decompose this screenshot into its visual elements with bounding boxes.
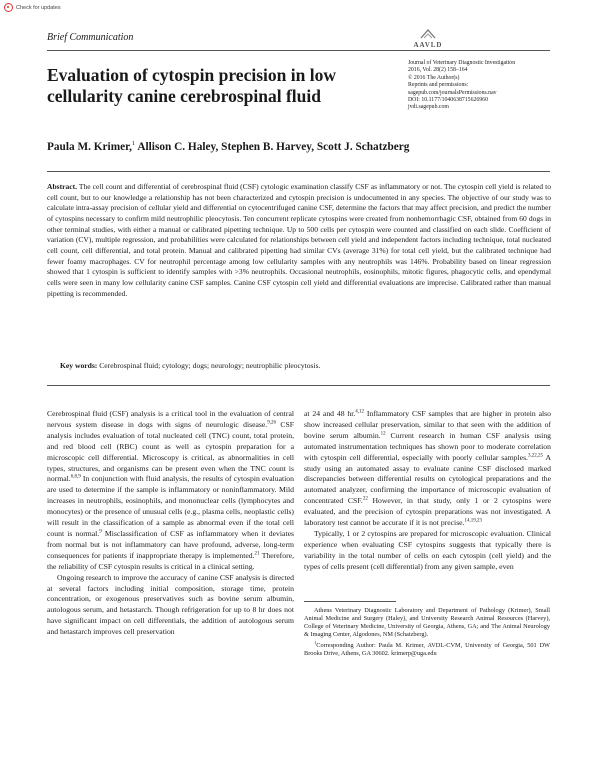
footnote-marker: 1 [314, 640, 317, 646]
citation: 6,8,9 [70, 474, 81, 480]
journal-permissions-link[interactable]: sagepub.com/journalsPermissions.nav [408, 89, 497, 96]
citation: 3,22,25 [527, 453, 543, 459]
citation: 9,26 [267, 420, 276, 426]
article-title: Evaluation of cytospin precision in low cellularity canine cerebrospinal fluid [47, 65, 336, 106]
abstract [47, 182, 551, 299]
author-list [47, 140, 557, 153]
journal-website-link[interactable]: jvdi.sagepub.com [408, 104, 449, 111]
check-updates-label: Check for updates [16, 4, 61, 11]
logo-mark-icon [420, 29, 436, 39]
citation: 22 [362, 496, 368, 502]
body-column-left [47, 409, 294, 638]
journal-copyright: © 2016 The Author(s) [408, 74, 460, 81]
body-paragraph: Typically, 1 or 2 cytospins are prepared for microscopic evaluation. Clinical experience when evaluating CSF cytospins suggests that typically there is variability in the total number of cells on each cytospin (cell yield) and the types of cells present (cell differential) from any given sample, even [304, 528, 551, 571]
journal-doi[interactable]: DOI: 10.1177/1040638715626960 [408, 97, 488, 104]
journal-reprints: Reprints and permissions: [408, 82, 469, 89]
keywords-text: Cerebrospinal fluid; cytology; dogs; neurology; neutrophilic pleocytosis. [97, 361, 321, 370]
logo-text: AAVLD [413, 41, 443, 49]
journal-info [408, 60, 553, 112]
body-paragraph: at 24 and 48 hr.$^{4,12}$ Inflammatory CSF samples that are higher in protein also show increased cellular preservation, similar to that seen with the addition of bovine serum albumin.$^{12}$ Current research in human CSF analysis using automated instrumentation techniques has shown poor to moderate correlation with cytospin cell differential, especially with poorly cellular samples.$^{3,22,25}$ A study using an automated assay to evaluate canine CSF disclosed marked discrepancies between differential results on cytological preparations and the automated analyzer, confirming the importance of microscopic evaluation of concentrated CSF.$^{22}$ However, in that study, only 1 or 2 cytospins were evaluated, and the precision of cytospin preparations was not investigated. A laboratory test cannot be accurate if it is not precise.$^{14,19,23}$ [304, 409, 552, 528]
abstract-label: Abstract. [47, 182, 77, 191]
check-updates-badge[interactable] [4, 3, 61, 12]
abstract-bottom-divider [47, 385, 550, 386]
citation: 14,19,23 [464, 518, 483, 524]
header-divider [47, 50, 550, 51]
body-column-right [304, 409, 551, 573]
abstract-top-divider [47, 171, 550, 172]
abstract-text: The cell count and differential of cerebrospinal fluid (CSF) cytologic examination classify CSF as inflammatory or not. The cytospin cell yield is related to cell count, but to our knowledge a relationship has not been characterized and cytospin precision is undocumented in any species. The objective of our study was to calculate intra-assay precision of cellular yield and differential on cytocentrifuged canine CSF, determine the factors that may affect precision, and predict the number of cytospins necessary to confirm mild neutrophilic pleocytosis. Ten concurrent replicate cytospins were created from nonhemorrhagic CSF, obtained from 60 dogs in other terminal studies, with either a manual or calibrated pipetting technique. Up to 500 cells per cytospin were counted and classified on each slide. Coefficient of variation (CV), multiple regression, and probabilities were calculated for relationships between cell yield and independent factors including technique, total nucleated cell count, cell differential, and total protein. Manual and calibrated pipetting had similar CVs (average 31%) for total cell yield, but the calibrated technique had fewer foamy macrophages. CV for neutrophil percentage among low cellularity samples with any neutrophils was 146%. Probability based on linear regression showed that 1 cytospin is sufficient to identify samples with >3% neutrophils. Occasional neutrophils, eosinophils, mitotic figures, phagocytic cells, and ependymal cells were seen in many low cellularity canine CSF samples. Canine CSF cytospin cell yield and differential evaluations are imprecise. Calibrated rather than manual pipetting is recommended. [47, 182, 551, 298]
keywords [60, 361, 550, 371]
footnote-divider [304, 601, 396, 602]
affiliation-note: Athens Veterinary Diagnostic Laboratory and Department of Pathology (Krimer), Small Animal Medicine and Surgery (Haley), and University Research Animal Resources (Harvey), College of Veterinary Medicine, University of Georgia, Athens, GA; and The Animal Neurology & Imaging Center, Algodones, NM (Schatzberg). [304, 607, 550, 639]
update-icon [4, 3, 13, 12]
footnotes [304, 607, 550, 662]
citation: 21 [254, 551, 260, 557]
journal-logo [407, 29, 449, 49]
author-first-affiliation: 1 [131, 140, 136, 147]
journal-volume: 2016, Vol. 28(2) 158–164 [408, 67, 468, 74]
corresponding-author-note: $^1$Corresponding Author: Paula M. Krimer, AVDL-CVM, University of Georgia, 501 DW Brooks Drive, Athens, GA 30602. krimerp@uga.edu [304, 640, 550, 658]
journal-name: Journal of Veterinary Diagnostic Investigation [408, 60, 516, 66]
keywords-label: Key words: [60, 361, 98, 370]
citation: 4,12 [355, 409, 365, 415]
section-label: Brief Communication [47, 32, 134, 43]
citation: 9 [99, 529, 102, 535]
citation: 12 [380, 431, 386, 437]
author-others: Allison C. Haley, Stephen B. Harvey, Scott J. Schatzberg [135, 140, 410, 153]
body-paragraph: Cerebrospinal fluid (CSF) analysis is a critical tool in the evaluation of central nervous system disease in dogs with signs of neurologic disease.$^{9,26}$ CSF analysis includes evaluation of total nucleated cell (TNC) count, total protein, and red blood cell (RBC) count as well as cytospin preparation for a microscopic cell differential. Microscopy is critical, as abnormalities in cell types, structures, and organisms can be present even when the TNC count is normal.$^{6,8,9}$ In conjunction with fluid analysis, the results of cytospin evaluation are used to determine if the sample is inflammatory or noninflammatory. Mild increases in neutrophils, eosinophils, and mononuclear cells (lymphocytes and monocytes) or the presence of unusual cells (e.g., plasma cells, neoplastic cells) will result in the classification of a sample as abnormal even if the total cell count is normal.$^9$ Misclassification of CSF as inflammatory when it deviates from normal but is not inflammatory can have profound, adverse, long-term consequences for patients if inappropriate therapy is implemented.$^{21}$ Therefore, the reliability of CSF cytospin results is critical in a clinical setting. [47, 409, 294, 571]
author-first: Paula M. Krimer, [47, 140, 132, 153]
body-paragraph: Ongoing research to improve the accuracy of canine CSF analysis is directed at several factors including initial composition, storage time, protein concentration, or exogenous preservatives such as bovine serum albumin, autologous serum, and hetastarch. Though refrigeration for up to 8 hr does not have significant impact on cell differentials, the addition of autologous serum and hetastarch improves cell preservation [47, 572, 294, 637]
